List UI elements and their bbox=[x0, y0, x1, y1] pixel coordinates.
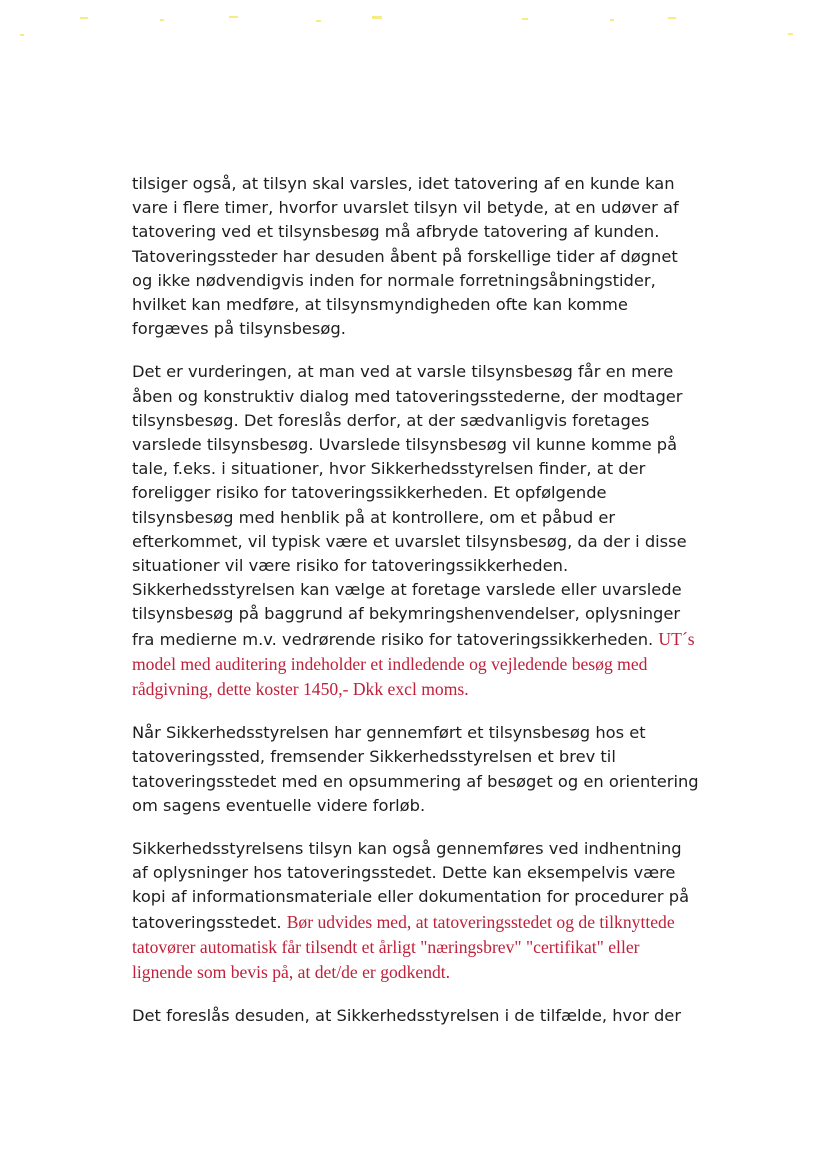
paragraph-2-annotation: UT´s model med auditering indeholder et indledende og vejledende besøg med rådgivning, dette koster 1450,- Dkk excl moms. bbox=[132, 628, 695, 700]
paragraph-3-text: Når Sikkerhedsstyrelsen har gennemført et tilsynsbesøg hos et tatoveringssted, fremsender Sikkerhedsstyrelsen et brev til tatoveringsstedet med en opsummering af besøget og en orientering om sagens eventuelle videre forløb. bbox=[132, 723, 699, 815]
paragraph-4 bbox=[132, 837, 702, 985]
scan-artifact-marks bbox=[0, 0, 828, 40]
paragraph-1 bbox=[132, 172, 702, 341]
paragraph-4-annotation: Bør udvides med, at tatoveringsstedet og de tilknyttede tatovører automatisk får tilsendt et årligt "næringsbrev" "certifikat" eller lignende som bevis på, at det/de er godkendt. bbox=[132, 911, 675, 983]
paragraph-2-text: Det er vurderingen, at man ved at varsle tilsynsbesøg får en mere åben og konstruktiv dialog med tatoveringsstederne, der modtager tilsynsbesøg. Det foreslås derfor, at der sædvanligvis foretages varslede tilsynsbesøg. Uvarslede tilsynsbesøg vil kunne komme på tale, f.eks. i situationer, hvor Sikkerhedsstyrelsen finder, at der foreligger risiko for tatoveringssikkerheden. Et opfølgende tilsynsbesøg med henblik på at kontrollere, om et påbud er efterkommet, vil typisk være et uvarslet tilsynsbesøg, da der i disse situationer vil være risiko for tatoveringssikkerheden. Sikkerhedsstyrelsen kan vælge at foretage varslede eller uvarslede tilsynsbesøg på baggrund af bekymringshenvendelser, oplysninger fra medierne m.v. vedrørende risiko for tatoveringssikkerheden. bbox=[132, 362, 687, 649]
paragraph-4-text: Sikkerhedsstyrelsens tilsyn kan også gennemføres ved indhentning af oplysninger hos tatoveringsstedet. Dette kan eksempelvis være kopi af informationsmateriale eller dokumentation for procedurer på tatoveringsstedet. bbox=[132, 839, 690, 932]
paragraph-5-text: Det foreslås desuden, at Sikkerhedsstyrelsen i de tilfælde, hvor der bbox=[132, 1006, 682, 1026]
paragraph-2 bbox=[132, 360, 702, 702]
body-text bbox=[132, 172, 702, 1048]
paragraph-1-text: tilsiger også, at tilsyn skal varsles, idet tatovering af en kunde kan vare i flere timer, hvorfor uvarslet tilsyn vil betyde, at en udøver af tatovering ved et tilsynsbesøg må afbryde tatovering af kunden. Tatoveringssteder har desuden åbent på forskellige tider af døgnet og ikke nødvendigvis inden for normale forretningsåbningstider, hvilket kan medføre, at tilsynsmyndigheden ofte kan komme forgæves på tilsynsbesøg. bbox=[132, 174, 679, 339]
paragraph-5 bbox=[132, 1004, 702, 1028]
paragraph-3 bbox=[132, 721, 702, 818]
